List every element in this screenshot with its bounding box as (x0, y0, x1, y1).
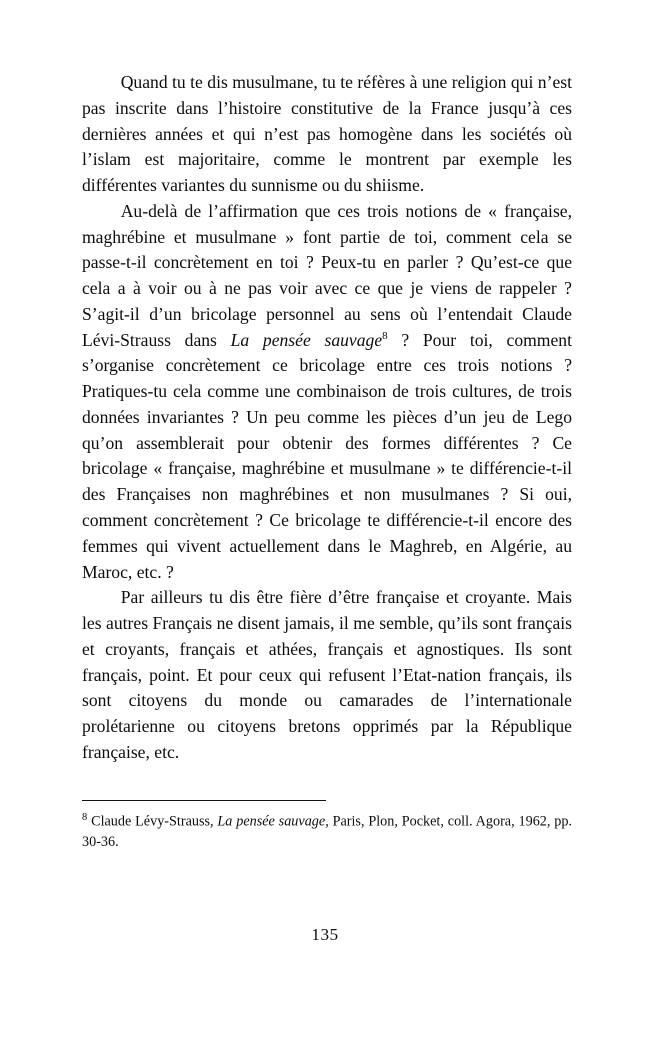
body-text (82, 70, 572, 766)
footnote-book-title: La pensée sauvage (217, 813, 326, 830)
footnote-area (82, 810, 572, 853)
footnote-separator (82, 800, 326, 801)
footnote-text-part-1: Claude Lévy-Strauss, (91, 813, 218, 830)
page-number: 135 (311, 925, 339, 944)
paragraph-3 (82, 585, 572, 765)
paragraph-2 (82, 199, 572, 585)
book-title-pensee-sauvage: La pensée sauvage (230, 329, 383, 350)
paragraph-2-text-part-2: ? Pour toi, comment s’organise concrètement ce bricolage entre ces trois notions ? Pratiques-tu cela comme une combinaison de trois cultures, de trois données invariantes ? Un peu comme les pièces d’un jeu de Lego qu’on assemblerait pour obtenir des formes différentes ? Ce bricolage « française, maghrébine et musulmane » te différencie-t-il des Françaises non maghrébines et non musulmanes ? Si oui, comment concrètement ? Ce bricolage te différencie-t-il encore des femmes qui vivent actuellement dans le Maghreb, en Algérie, au Maroc, etc. ? (82, 329, 572, 582)
paragraph-1-text: Quand tu te dis musulmane, tu te réfères à une religion qui n’est pas inscrite dans l’histoire constitutive de la France jusqu’à ces dernières années et qui n’est pas homogène dans les sociétés où l’islam est majoritaire, comme le montrent par exemple les différentes variantes du sunnisme ou du shiisme. (82, 72, 572, 196)
paragraph-1 (82, 70, 572, 199)
footnote-text-part-2: , Paris, Plon, Pocket, coll. Agora, 1962, pp. 30-36. (82, 813, 573, 850)
footnote-marker: 8 (82, 811, 88, 823)
footnote-reference-8[interactable]: 8 (382, 329, 388, 342)
footnote-8 (82, 810, 572, 853)
paragraph-3-text: Par ailleurs tu dis être fière d’être française et croyante. Mais les autres Français ne disent jamais, il me semble, qu’ils sont français et croyants, français et athées, français et agnostiques. Ils sont français, point. Et pour ceux qui refusent l’Etat-nation français, ils sont citoyens du monde ou camarades de l’internationale prolétarienne ou citoyens bretons opprimés par la République française, etc. (82, 587, 572, 762)
paragraph-2-text-part-1: Au-delà de l’affirmation que ces trois notions de « française, maghrébine et musulmane » font partie de toi, comment cela se passe-t-il concrètement en toi ? Peux-tu en parler ? Qu’est-ce que cela a à voir ou à ne pas voir avec ce que je viens de rappeler ? S’agit-il d’un bricolage personnel au sens où l’entendait Claude Lévi-Strauss dans (82, 200, 572, 350)
